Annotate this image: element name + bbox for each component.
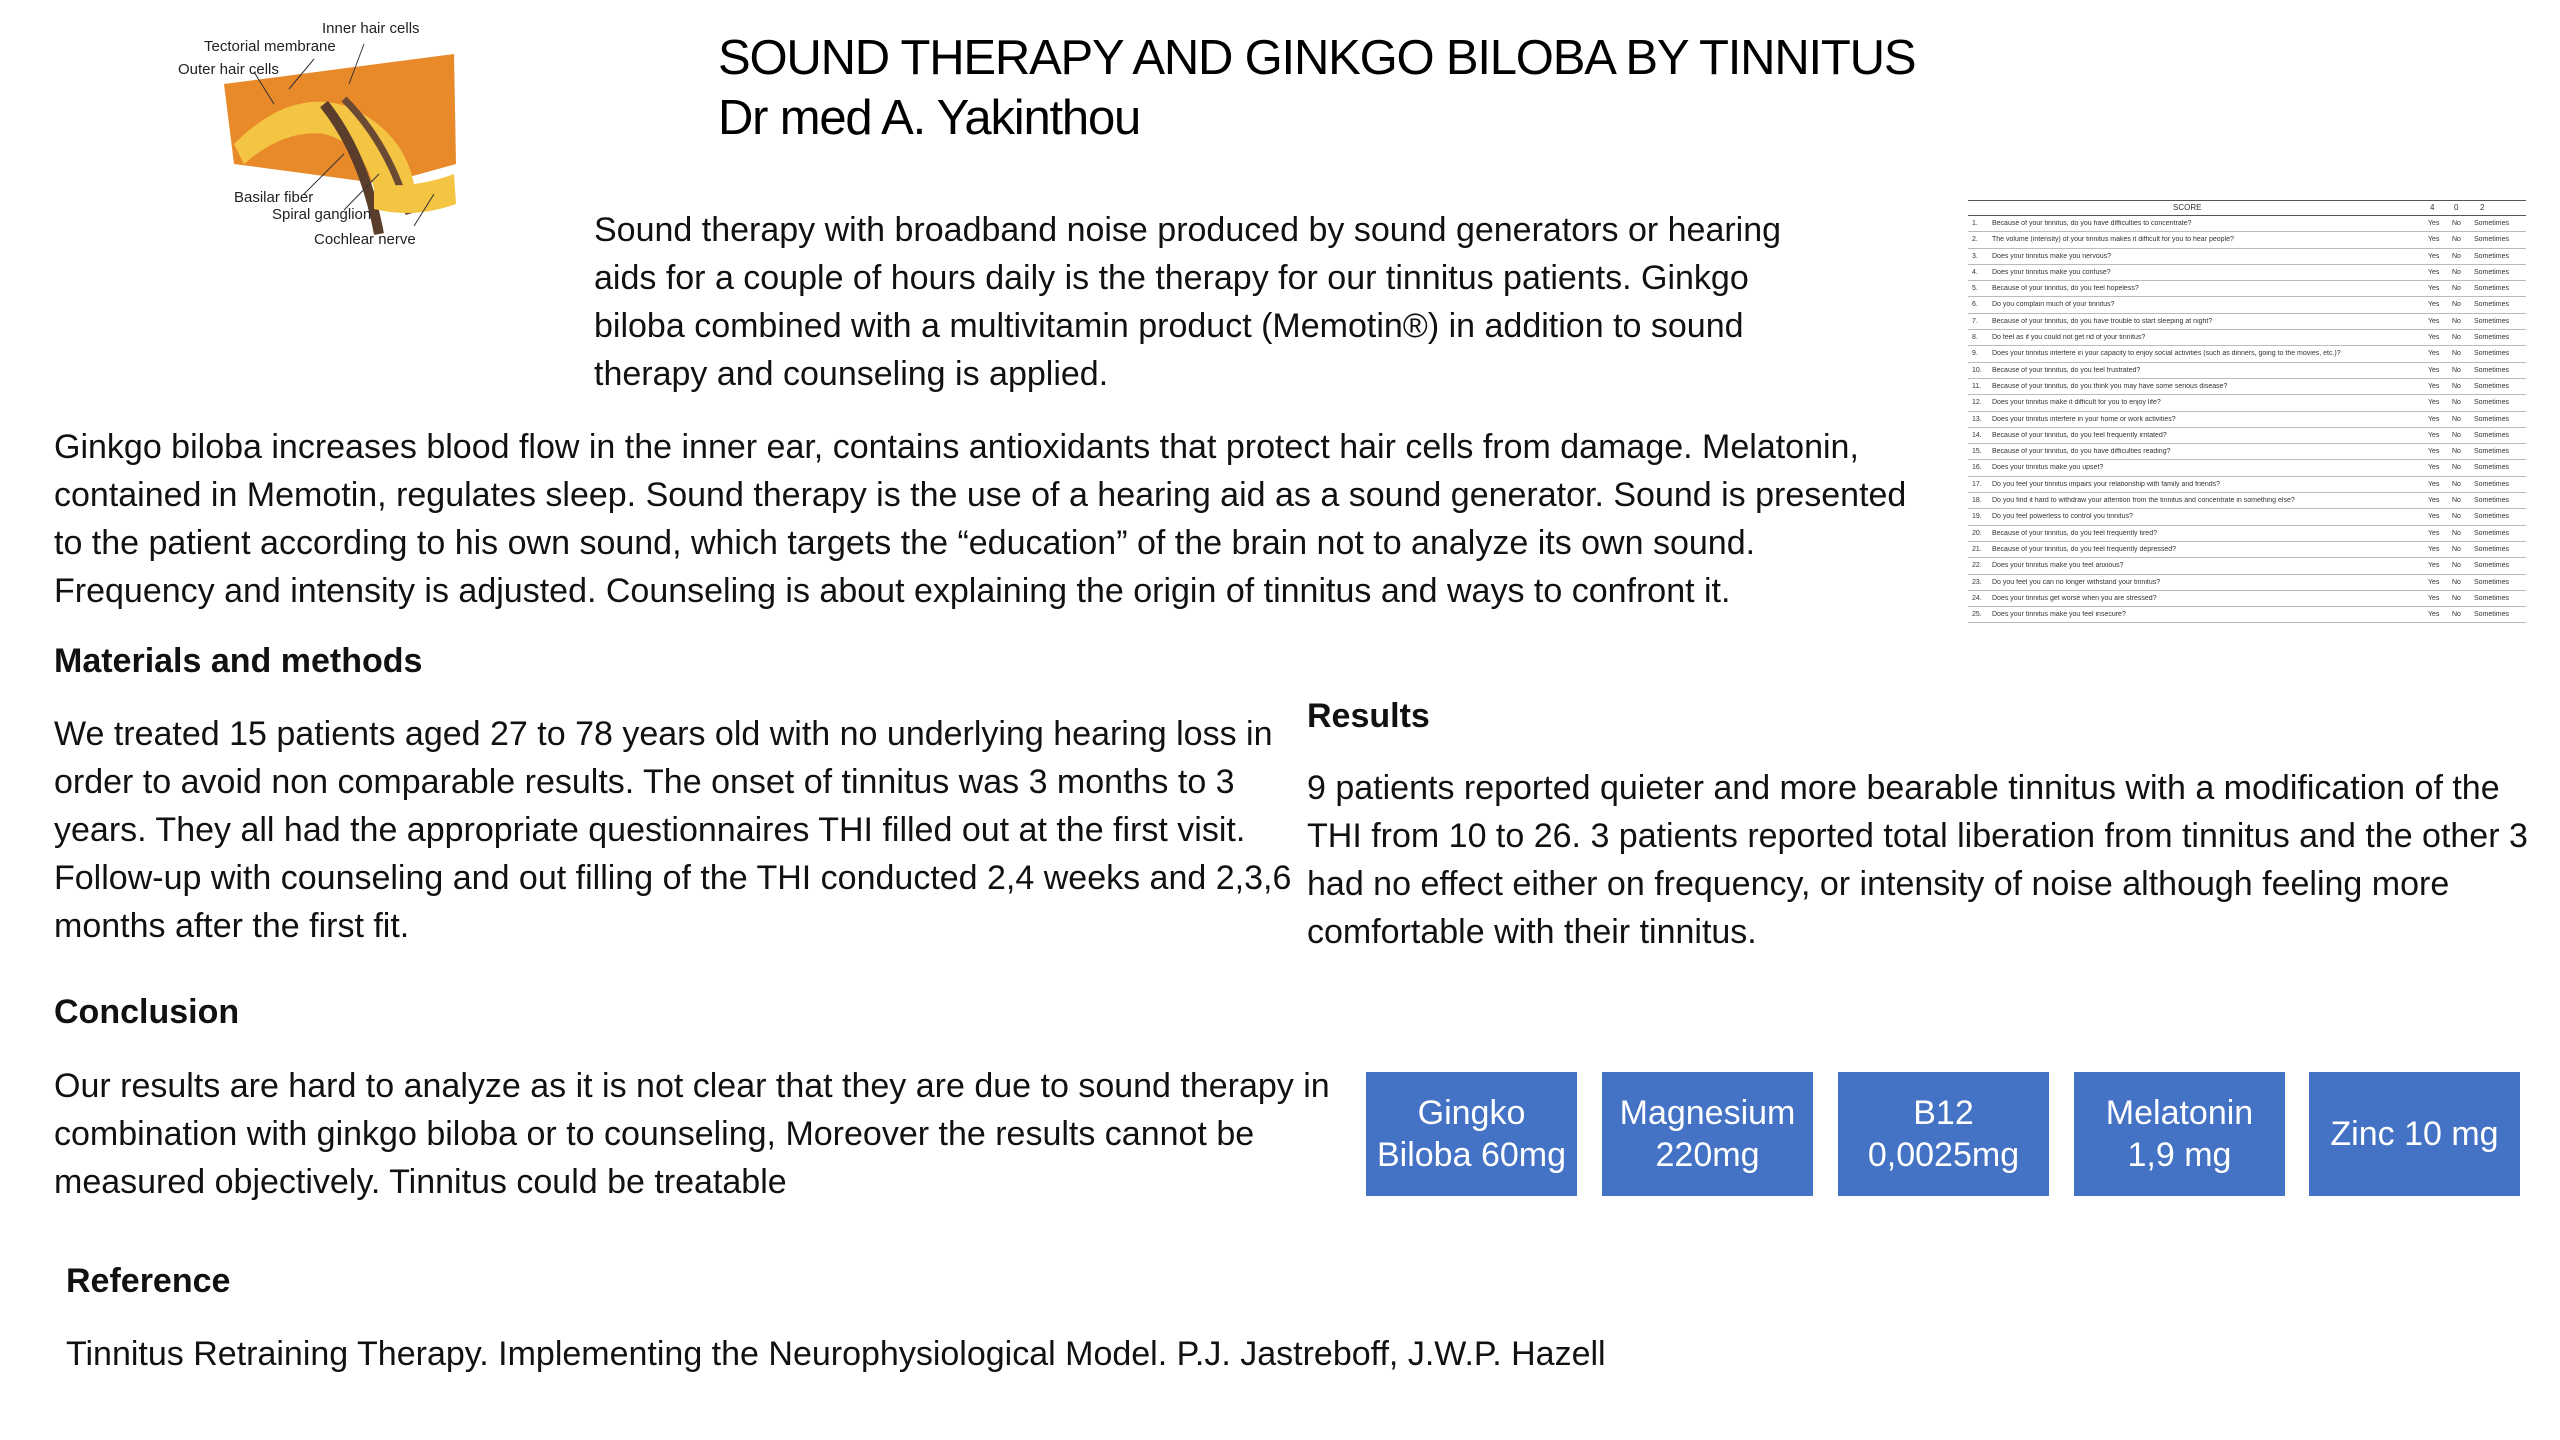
supplement-box-ginkgo (1366, 1072, 1577, 1196)
conclusion-body: Our results are hard to analyze as it is not clear that they are due to sound therapy in combination with ginkgo biloba or to counseling, Moreover the results cannot be measured objectively. Tinnitus could be treatable (54, 1067, 1330, 1201)
thi-row-question: Does your tinnitus make you upset? (1992, 464, 2104, 472)
thi-row-number: 7. (1972, 317, 1978, 325)
thi-row (1968, 460, 2526, 476)
thi-row-number: 19. (1972, 513, 1982, 521)
thi-row-question: Does your tinnitus get worse when you are stressed? (1992, 594, 2157, 602)
thi-row (1968, 363, 2526, 379)
thi-answer-sometimes: Sometimes (2474, 480, 2510, 488)
cochlea-illustration (174, 14, 474, 254)
thi-row (1968, 232, 2526, 248)
thi-row-number: 11. (1972, 382, 1982, 390)
thi-row (1968, 509, 2526, 525)
label-inner-hair-cells: Inner hair cells (322, 20, 420, 37)
thi-answer-yes: Yes (2428, 480, 2440, 488)
thi-row-question: Do feel as if you could not get rid of your tinnitus? (1992, 334, 2146, 342)
thi-row (1968, 346, 2526, 362)
thi-row-question: Because of your tinnitus, do you feel frequently tired? (1992, 529, 2157, 537)
thi-answer-no: No (2452, 578, 2461, 586)
thi-header-c1: 4 (2430, 203, 2435, 212)
thi-answer-yes: Yes (2428, 497, 2440, 505)
thi-answer-no: No (2452, 480, 2461, 488)
thi-row-question: Do you feel powerless to control you tinnitus? (1992, 513, 2133, 521)
thi-row-number: 12. (1972, 399, 1982, 407)
thi-row-number: 6. (1972, 301, 1978, 309)
thi-answer-no: No (2452, 220, 2461, 227)
thi-answer-yes: Yes (2428, 236, 2440, 244)
thi-answer-sometimes: Sometimes (2474, 334, 2510, 342)
thi-answer-sometimes: Sometimes (2474, 562, 2510, 570)
thi-answer-no: No (2452, 594, 2461, 602)
thi-answer-sometimes: Sometimes (2474, 382, 2510, 390)
supplement-box-zinc (2309, 1072, 2520, 1196)
thi-row (1968, 297, 2526, 313)
thi-row-question: Does your tinnitus make you confuse? (1992, 268, 2111, 276)
supplement-dose: 220mg (1655, 1136, 1760, 1174)
thi-answer-no: No (2452, 382, 2461, 390)
thi-answer-no: No (2452, 415, 2461, 423)
label-outer-hair-cells: Outer hair cells (178, 61, 279, 78)
thi-answer-no: No (2452, 431, 2461, 439)
thi-answer-no: No (2452, 448, 2461, 456)
thi-row-number: 5. (1972, 285, 1978, 293)
thi-answer-no: No (2452, 464, 2461, 472)
thi-header (1968, 200, 2526, 216)
thi-row-number: 13. (1972, 415, 1982, 423)
thi-answer-no: No (2452, 562, 2461, 570)
thi-row-number: 18. (1972, 497, 1982, 505)
thi-row-question: Because of your tinnitus, do you think you may have some serious disease? (1992, 382, 2228, 390)
thi-answer-no: No (2452, 236, 2461, 244)
thi-answer-no: No (2452, 334, 2461, 342)
supplement-name: Gingko (1417, 1094, 1526, 1132)
thi-answer-yes: Yes (2428, 399, 2440, 407)
thi-row-number: 20. (1972, 529, 1982, 537)
thi-answer-sometimes: Sometimes (2474, 252, 2510, 260)
label-tectorial-membrane: Tectorial membrane (204, 38, 336, 55)
intro-paragraph: Sound therapy with broadband noise produced by sound generators or hearing aids for a couple of hours daily is the therapy for our tinnitus patients. Ginkgo biloba combined with a multivitamin product (Memotin®) in addition to sound therapy and counseling is applied. (594, 211, 1782, 393)
thi-row-number: 8. (1972, 334, 1978, 342)
thi-row (1968, 428, 2526, 444)
thi-answer-no: No (2452, 611, 2461, 619)
thi-answer-yes: Yes (2428, 529, 2440, 537)
thi-answer-yes: Yes (2428, 334, 2440, 342)
thi-answer-yes: Yes (2428, 252, 2440, 260)
thi-row (1968, 216, 2526, 232)
label-basilar-fiber: Basilar fiber (234, 189, 314, 206)
thi-answer-sometimes: Sometimes (2474, 594, 2510, 602)
thi-row-number: 21. (1972, 545, 1982, 553)
thi-row-question: Does your tinnitus make it difficult for you to enjoy life? (1992, 399, 2161, 407)
thi-answer-no: No (2452, 350, 2461, 358)
thi-answer-no: No (2452, 529, 2461, 537)
thi-answer-no: No (2452, 301, 2461, 309)
thi-row-number: 1. (1972, 220, 1978, 227)
thi-row-question: Do you complain much of your tinnitus? (1992, 301, 2115, 309)
thi-answer-sometimes: Sometimes (2474, 366, 2510, 374)
supplement-name: Zinc 10 mg (2330, 1115, 2499, 1153)
thi-row-question: Do you find it hard to withdraw your attention from the tinnitus and concentrate in something else? (1992, 497, 2295, 505)
thi-row (1968, 395, 2526, 411)
thi-answer-yes: Yes (2428, 562, 2440, 570)
thi-row (1968, 281, 2526, 297)
thi-row-question: Because of your tinnitus, do you have trouble to start sleeping at night? (1992, 317, 2213, 325)
thi-row (1968, 412, 2526, 428)
thi-row-number: 9. (1972, 350, 1978, 358)
thi-row-number: 15. (1972, 448, 1982, 456)
thi-answer-sometimes: Sometimes (2474, 464, 2510, 472)
thi-answer-no: No (2452, 252, 2461, 260)
thi-header-score: SCORE (2173, 203, 2202, 212)
thi-answer-sometimes: Sometimes (2474, 513, 2510, 521)
thi-row-question: Because of your tinnitus, do you feel frustrated? (1992, 366, 2141, 374)
thi-answer-sometimes: Sometimes (2474, 578, 2510, 586)
thi-answer-no: No (2452, 399, 2461, 407)
thi-row-number: 16. (1972, 464, 1982, 472)
thi-answer-yes: Yes (2428, 431, 2440, 439)
thi-row-number: 25. (1972, 611, 1982, 619)
thi-row-question: Because of your tinnitus, do you have difficulties to concentrate? (1992, 220, 2192, 227)
thi-answer-no: No (2452, 268, 2461, 276)
thi-row (1968, 607, 2526, 623)
label-spiral-ganglion: Spiral ganglion (272, 206, 372, 223)
thi-header-c3: 2 (2480, 203, 2485, 212)
thi-rows (1968, 216, 2526, 623)
thi-row (1968, 542, 2526, 558)
conclusion-heading: Conclusion (54, 993, 240, 1031)
thi-answer-sometimes: Sometimes (2474, 301, 2510, 309)
thi-answer-yes: Yes (2428, 220, 2440, 227)
thi-row (1968, 379, 2526, 395)
thi-questionnaire-table (1968, 200, 2526, 620)
results-heading: Results (1307, 697, 1430, 735)
thi-row-question: Do you feel you can no longer withstand your tinnitus? (1992, 578, 2161, 586)
thi-answer-no: No (2452, 285, 2461, 293)
thi-answer-sometimes: Sometimes (2474, 497, 2510, 505)
thi-row-number: 22. (1972, 562, 1982, 570)
thi-answer-yes: Yes (2428, 448, 2440, 456)
thi-answer-sometimes: Sometimes (2474, 611, 2510, 619)
thi-row-question: Because of your tinnitus, do you feel hopeless? (1992, 285, 2139, 293)
thi-row-question: Does your tinnitus make you feel insecure? (1992, 611, 2126, 619)
thi-answer-sometimes: Sometimes (2474, 415, 2510, 423)
thi-row-question: Does your tinnitus make you feel anxious? (1992, 562, 2124, 570)
thi-answer-sometimes: Sometimes (2474, 431, 2510, 439)
thi-answer-no: No (2452, 545, 2461, 553)
supplement-box-magnesium (1602, 1072, 1813, 1196)
thi-answer-yes: Yes (2428, 464, 2440, 472)
thi-answer-yes: Yes (2428, 578, 2440, 586)
thi-row (1968, 477, 2526, 493)
reference-body: Tinnitus Retraining Therapy. Implementing the Neurophysiological Model. P.J. Jastreboff, J.W.P. Hazell (66, 1335, 1606, 1373)
thi-row-question: Does your tinnitus make you nervous? (1992, 252, 2112, 260)
supplement-dose: Biloba 60mg (1376, 1136, 1566, 1174)
thi-answer-no: No (2452, 317, 2461, 325)
thi-row-question: Because of your tinnitus, do you feel frequently irritated? (1992, 431, 2167, 439)
thi-row-number: 17. (1972, 480, 1982, 488)
thi-answer-sometimes: Sometimes (2474, 317, 2510, 325)
thi-answer-sometimes: Sometimes (2474, 399, 2510, 407)
thi-header-c2: 0 (2454, 203, 2459, 212)
supplement-name: Melatonin (2105, 1094, 2254, 1132)
thi-row-number: 2. (1972, 236, 1978, 244)
supplement-dose: 1,9 mg (2127, 1136, 2232, 1174)
background-paragraph: Ginkgo biloba increases blood flow in the inner ear, contains antioxidants that protect hair cells from damage. Melatonin, contained in Memotin, regulates sleep. Sound therapy is the use of a hearing aid as a sound generator. Sound is presented to the patient according to his own sound, which targets the “education” of the brain not to analyze its own sound. Frequency and intensity is adjusted. Counseling is about explaining the origin of tinnitus and ways to confront it. (54, 428, 1907, 610)
supplement-name: B12 (1913, 1094, 1974, 1132)
thi-answer-yes: Yes (2428, 268, 2440, 276)
thi-row (1968, 591, 2526, 607)
thi-row-number: 3. (1972, 252, 1978, 260)
thi-answer-yes: Yes (2428, 513, 2440, 521)
supplement-dose: 0,0025mg (1867, 1136, 2020, 1174)
supplement-box-b12 (1838, 1072, 2049, 1196)
methods-heading: Materials and methods (54, 642, 423, 680)
title-author: Dr med A. Yakinthou (718, 91, 1141, 145)
thi-row (1968, 575, 2526, 591)
thi-answer-yes: Yes (2428, 350, 2440, 358)
thi-answer-yes: Yes (2428, 382, 2440, 390)
thi-answer-no: No (2452, 366, 2461, 374)
thi-answer-yes: Yes (2428, 594, 2440, 602)
thi-answer-yes: Yes (2428, 285, 2440, 293)
thi-row-question: Does your tinnitus interfere in your home or work activities? (1992, 415, 2176, 423)
thi-row-question: The volume (intensity) of your tinnitus makes it difficult for you to hear people? (1992, 236, 2234, 244)
thi-row-number: 23. (1972, 578, 1982, 586)
thi-answer-sometimes: Sometimes (2474, 448, 2510, 456)
thi-row (1968, 444, 2526, 460)
thi-row (1968, 249, 2526, 265)
thi-row (1968, 558, 2526, 574)
thi-row-question: Do you feel your tinnitus impairs your relationship with family and friends? (1992, 480, 2220, 488)
thi-row (1968, 493, 2526, 509)
thi-answer-sometimes: Sometimes (2474, 350, 2510, 358)
title-line-1: SOUND THERAPY AND GINKGO BILOBA BY TINNITUS (718, 31, 1916, 85)
thi-row-number: 14. (1972, 431, 1982, 439)
thi-answer-yes: Yes (2428, 317, 2440, 325)
thi-row (1968, 265, 2526, 281)
thi-row-question: Does your tinnitus interfere in your capacity to enjoy social activities (such as dinners, going to the movies, etc.)? (1992, 350, 2341, 358)
supplement-name: Magnesium (1619, 1094, 1796, 1132)
thi-answer-no: No (2452, 513, 2461, 521)
thi-row-number: 24. (1972, 594, 1982, 602)
thi-answer-sometimes: Sometimes (2474, 220, 2510, 227)
thi-row (1968, 526, 2526, 542)
results-body: 9 patients reported quieter and more bearable tinnitus with a modification of the THI from 10 to 26. 3 patients reported total liberation from tinnitus and the other 3 had no effect either on frequency, or intensity of noise although feeling more comfortable with their tinnitus. (1307, 769, 2528, 951)
thi-answer-sometimes: Sometimes (2474, 285, 2510, 293)
thi-answer-sometimes: Sometimes (2474, 529, 2510, 537)
thi-answer-sometimes: Sometimes (2474, 545, 2510, 553)
thi-row (1968, 330, 2526, 346)
thi-row-question: Because of your tinnitus, do you have difficulties reading? (1992, 448, 2171, 456)
poster-title (718, 28, 1915, 148)
thi-answer-yes: Yes (2428, 611, 2440, 619)
thi-answer-yes: Yes (2428, 545, 2440, 553)
methods-body: We treated 15 patients aged 27 to 78 years old with no underlying hearing loss in order to avoid non comparable results. The onset of tinnitus was 3 months to 3 years. They all had the appropriate questionnaires THI filled out at the first visit. Follow-up with counseling and out filling of the THI conducted 2,4 weeks and 2,3,6 months after the first fit. (54, 715, 1292, 945)
supplement-boxes (1366, 1072, 2520, 1196)
reference-heading: Reference (66, 1262, 231, 1300)
thi-row-number: 4. (1972, 268, 1978, 276)
thi-answer-no: No (2452, 497, 2461, 505)
thi-answer-sometimes: Sometimes (2474, 268, 2510, 276)
thi-answer-yes: Yes (2428, 366, 2440, 374)
thi-row (1968, 314, 2526, 330)
supplement-box-melatonin (2074, 1072, 2285, 1196)
thi-row-number: 10. (1972, 366, 1982, 374)
thi-row-question: Because of your tinnitus, do you feel frequently depressed? (1992, 545, 2177, 553)
thi-answer-yes: Yes (2428, 415, 2440, 423)
thi-answer-yes: Yes (2428, 301, 2440, 309)
thi-answer-sometimes: Sometimes (2474, 236, 2510, 244)
label-cochlear-nerve: Cochlear nerve (314, 231, 416, 248)
